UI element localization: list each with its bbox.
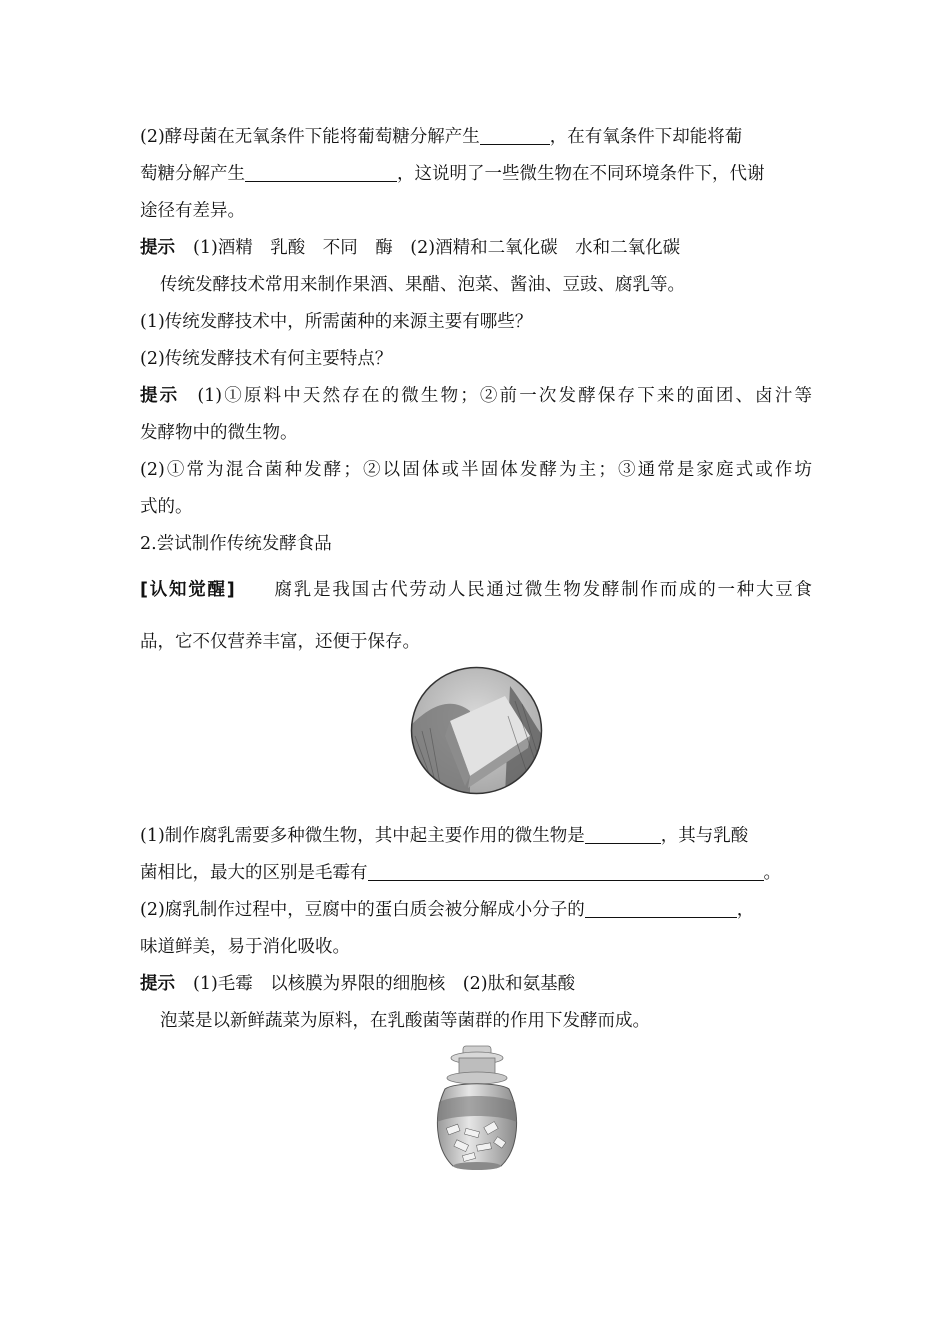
pickle-intro: 泡菜是以新鲜蔬菜为原料，在乳酸菌等菌群的作用下发酵而成。 xyxy=(160,1011,650,1031)
hint-3: 提示 (1)毛霉 以核膜为界限的细胞核 (2)肽和氨基酸 xyxy=(140,974,576,994)
furu-question-1-line-1: (1)制作腐乳需要多种微生物，其中起主要作用的微生物是 ，其与乳酸 xyxy=(140,826,749,846)
hint-2-line-1: 提示 (1)①原料中天然存在的微生物；②前一次发酵保存下来的面团、卤汁等 xyxy=(140,386,812,406)
answer-blank xyxy=(368,862,764,881)
pickle-jar-photo xyxy=(425,1044,525,1174)
furu-question-1-line-2: 菌相比，最大的区别是毛霉有 。 xyxy=(140,863,781,883)
yeast-question-line-1: (2)酵母菌在无氧条件下能将葡萄糖分解产生 ，在有氧条件下却能将葡 xyxy=(140,127,743,147)
question-features: (2)传统发酵技术有何主要特点？ xyxy=(140,349,393,369)
hint-2-line-3: (2)①常为混合菌种发酵；②以固体或半固体发酵为主；③通常是家庭式或作坊 xyxy=(140,460,812,480)
section-2-title: 2.尝试制作传统发酵食品 xyxy=(140,534,332,554)
yeast-question-line-3: 途径有差异。 xyxy=(140,201,245,221)
answer-blank xyxy=(480,126,550,145)
answer-blank xyxy=(585,825,661,844)
traditional-intro: 传统发酵技术常用来制作果酒、果醋、泡菜、酱油、豆豉、腐乳等。 xyxy=(160,275,685,295)
hint-2-line-4: 式的。 xyxy=(140,497,193,517)
awakening-line-1: [认知觉醒] 腐乳是我国古代劳动人民通过微生物发酵制作而成的一种大豆食 xyxy=(140,580,813,600)
answer-blank xyxy=(585,899,737,918)
furu-photo xyxy=(410,666,543,795)
hint-2-line-2: 发酵物中的微生物。 xyxy=(140,423,298,443)
yeast-question-line-2: 萄糖分解产生 ，这说明了一些微生物在不同环境条件下，代谢 xyxy=(140,164,765,184)
hint-label: 提示 xyxy=(140,386,180,406)
hint-label: 提示 xyxy=(140,974,175,994)
awakening-label: [认知觉醒] xyxy=(140,580,235,600)
furu-question-2-line-2: 味道鲜美，易于消化吸收。 xyxy=(140,937,350,957)
hint-1: 提示 (1)酒精 乳酸 不同 酶 (2)酒精和二氧化碳 水和二氧化碳 xyxy=(140,238,681,258)
hint-label: 提示 xyxy=(140,238,175,258)
answer-blank xyxy=(245,163,397,182)
question-strain-source: (1)传统发酵技术中，所需菌种的来源主要有哪些？ xyxy=(140,312,533,332)
awakening-line-2: 品，它不仅营养丰富，还便于保存。 xyxy=(140,632,420,652)
furu-question-2-line-1: (2)腐乳制作过程中，豆腐中的蛋白质会被分解成小分子的 ， xyxy=(140,900,755,920)
